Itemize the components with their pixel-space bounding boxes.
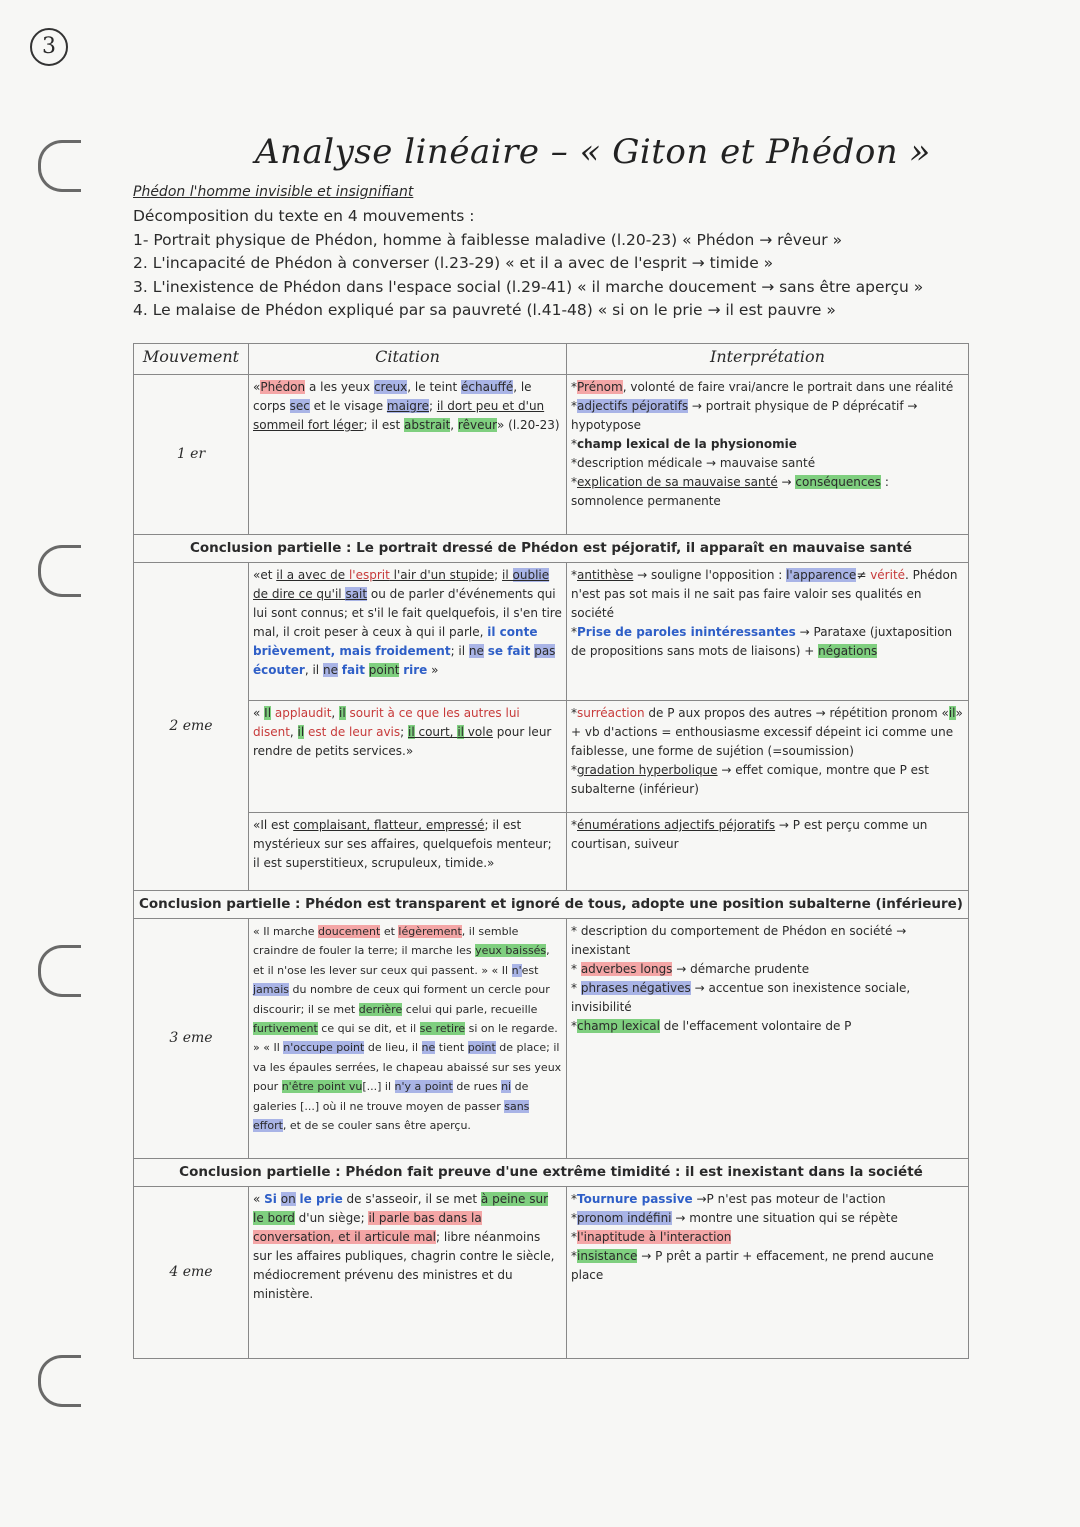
intro-line: 1- Portrait physique de Phédon, homme à faiblesse maladive (l.20-23) « Phédon → rêveur » bbox=[133, 230, 843, 249]
interpretation-cell: *Prénom, volonté de faire vrai/ancre le portrait dans une réalité *adjectifs péjoratifs → portrait physique de P déprécatif → hypotypose *champ lexical de la physionomie *description médicale → mauvaise santé *explication de sa mauvaise santé → conséquences : somnolence permanente bbox=[567, 375, 969, 535]
intro-line: 4. Le malaise de Phédon expliqué par sa pauvreté (l.41-48) « si on le prie → il est pauvre » bbox=[133, 301, 836, 319]
citation-cell: « Il marche doucement et légèrement, il semble craindre de fouler la terre; il marche les yeux baissés, et il n'ose les lever sur ceux qui passent. » « Il n'est jamais du nombre de ceux qui forment un cercle pour discourir; il se met derrière celui qui parle, recueille furtivement ce qui se dit, et il se retire si on le regarde. » « Il n'occupe point de lieu, il ne tient point de place; il va les épaules serrées, le chapeau abaissé sur ses yeux pour n'être point vu[...] il n'y a point de rues ni de galeries [...] où il ne trouve moyen de passer sans effort, et de se couler sans être aperçu. bbox=[249, 919, 567, 1159]
table-header-row bbox=[134, 344, 969, 375]
conclusion-text: Conclusion partielle : Le portrait dressé de Phédon est péjoratif, il apparaît en mauvaise santé bbox=[134, 535, 969, 563]
movement-label: 4 eme bbox=[134, 1187, 249, 1359]
table-row bbox=[134, 563, 969, 701]
binder-hole bbox=[38, 1355, 81, 1407]
movement-label: 1 er bbox=[134, 375, 249, 535]
citation-cell: « Si on le prie de s'asseoir, il se met à peine sur le bord d'un siège; il parle bas dans la conversation, et il articule mal; libre néanmoins sur les affaires publiques, chagrin contre le siècle, médiocrement prévenu des ministres et du ministère. bbox=[249, 1187, 567, 1359]
header-citation: Citation bbox=[249, 344, 567, 375]
table-row bbox=[134, 813, 969, 891]
table-row bbox=[134, 919, 969, 1159]
page-title: Analyse linéaire – « Giton et Phédon » bbox=[255, 132, 931, 172]
table-row bbox=[134, 375, 969, 535]
citation-cell: «et il a avec de l'esprit l'air d'un stupide; il oublie de dire ce qu'il sait ou de parler d'événements qui lui sont connus; et s'il le fait quelquefois, il s'en tire mal, il croit peser à ceux à qui il parle, il conte brièvement, mais froidement; il ne se fait pas écouter, il ne fait point rire » bbox=[249, 563, 567, 701]
citation-cell: «Il est complaisant, flatteur, empressé; il est mystérieux sur ses affaires, quelquefois menteur; il est superstitieux, scrupuleux, timide.» bbox=[249, 813, 567, 891]
interpretation-cell: * description du comportement de Phédon en société → inexistant * adverbes longs → démarche prudente * phrases négatives → accentue son inexistence sociale, invisibilité *champ lexical de l'effacement volontaire de P bbox=[567, 919, 969, 1159]
citation-cell: «Phédon a les yeux creux, le teint échauffé, le corps sec et le visage maigre; il dort peu et d'un sommeil fort léger; il est abstrait, rêveur» (l.20-23) bbox=[249, 375, 567, 535]
movement-label: 2 eme bbox=[134, 563, 249, 891]
interpretation-cell: *antithèse → souligne l'opposition : l'apparence≠ vérité. Phédon n'est pas sot mais il ne sait pas faire valoir ses qualités en société *Prise de paroles inintéressantes → Parataxe (juxtaposition de propositions sans mots de liaisons) + négations bbox=[567, 563, 969, 701]
intro bbox=[133, 205, 923, 323]
binder-hole bbox=[38, 140, 81, 192]
conclusion-row bbox=[134, 535, 969, 563]
page-number: 3 bbox=[30, 28, 68, 66]
conclusion-row bbox=[134, 1159, 969, 1187]
movement-label: 3 eme bbox=[134, 919, 249, 1159]
table-row bbox=[134, 701, 969, 813]
interpretation-cell: *Tournure passive →P n'est pas moteur de l'action *pronom indéfini → montre une situation qui se répète *l'inaptitude à l'interaction *insistance → P prêt a partir + effacement, ne prend aucune place bbox=[567, 1187, 969, 1359]
table-row bbox=[134, 1187, 969, 1359]
header-interpretation: Interprétation bbox=[567, 344, 969, 375]
binder-hole bbox=[38, 945, 81, 997]
conclusion-text: Conclusion partielle : Phédon fait preuve d'une extrême timidité : il est inexistant dans la société bbox=[134, 1159, 969, 1187]
analysis-table bbox=[133, 343, 969, 1359]
intro-line: 3. L'inexistence de Phédon dans l'espace social (l.29-41) « il marche doucement → sans être aperçu » bbox=[133, 277, 924, 296]
citation-cell: « Il applaudit, il sourit à ce que les autres lui disent, il est de leur avis; il court, il vole pour leur rendre de petits services.» bbox=[249, 701, 567, 813]
interpretation-cell: *surréaction de P aux propos des autres → répétition pronom «il» + vb d'actions = enthousiasme excessif dépeint ici comme une faiblesse, une forme de sujétion (=soumission) *gradation hyperbolique → effet comique, montre que P est subalterne (inférieur) bbox=[567, 701, 969, 813]
subtitle: Phédon l'homme invisible et insignifiant bbox=[133, 184, 414, 200]
conclusion-row bbox=[134, 891, 969, 919]
intro-line: 2. L'incapacité de Phédon à converser (l.23-29) « et il a avec de l'esprit → timide » bbox=[133, 254, 774, 272]
binder-hole bbox=[38, 545, 81, 597]
header-mouvement: Mouvement bbox=[134, 344, 249, 375]
interpretation-cell: *énumérations adjectifs péjoratifs → P est perçu comme un courtisan, suiveur bbox=[567, 813, 969, 891]
conclusion-text: Conclusion partielle : Phédon est transparent et ignoré de tous, adopte une position subalterne (inférieure) bbox=[134, 891, 969, 919]
intro-line: Décomposition du texte en 4 mouvements : bbox=[133, 207, 475, 225]
